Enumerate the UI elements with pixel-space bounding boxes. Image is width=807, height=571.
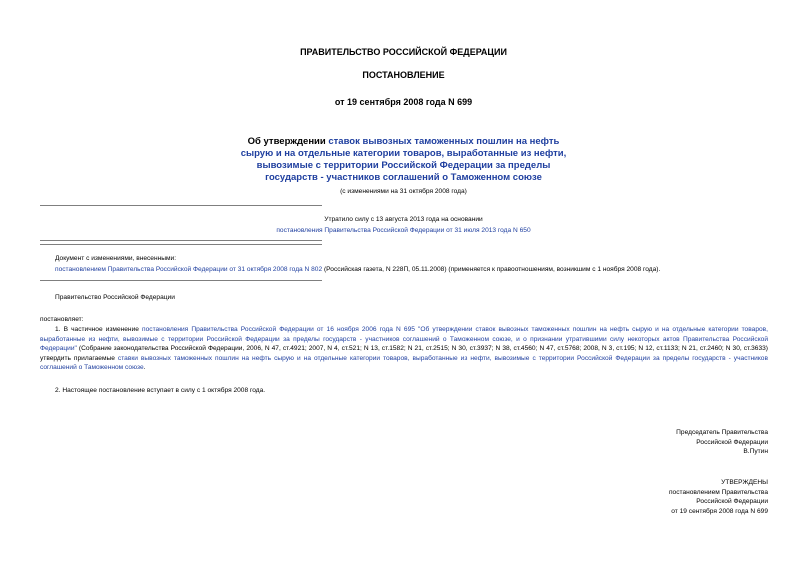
amendment-note: (с изменениями на 31 октября 2008 года) — [340, 188, 467, 195]
signature-line1: Председатель Правительства — [676, 429, 768, 436]
title-link-line2[interactable]: сырую и на отдельные категории товаров, выработанные из нефти, — [240, 148, 567, 159]
signature-line3: В.Путин — [743, 448, 768, 456]
changes-label: Документ с изменениями, внесенными: — [55, 255, 177, 262]
doc-type-heading: ПОСТАНОВЛЕНИЕ — [362, 70, 445, 80]
approved-line4: от 19 сентября 2008 года N 699 — [671, 507, 768, 515]
divider — [40, 240, 322, 241]
p1-mid: (Собрание законодательства Российской Федерации, 2006, N 47, ст.4921; 2007, N 4, ст.521; N 13, ст.1582; N 21, ст.2515; N 30, ст.3937; N 38, ст.4560; N 47, ст.5768; 2008, N 3, ст.195; N 12, ст.1133; N 21, ст.2460; N 30, ст.3633) утвердить прилагаемые — [40, 345, 768, 362]
paragraph-1 — [40, 325, 768, 373]
approved-block — [669, 478, 768, 516]
resolves-text: постановляет: — [40, 316, 84, 323]
approved-line1: УТВЕРЖДЕНЫ — [721, 479, 768, 486]
expired-note: Утратило силу с 13 августа 2013 года на основании — [324, 216, 483, 223]
changes-line — [55, 265, 775, 275]
expired-link[interactable]: постановления Правительства Российской Федерации от 31 июля 2013 года N 650 — [276, 227, 531, 234]
title-prefix: Об утверждении — [247, 136, 329, 147]
document-title — [0, 136, 807, 184]
divider — [40, 205, 322, 206]
changes-rest: (Российская газета, N 228П, 05.11.2008) (применяется к правоотношениям, возникшим с 1 ноября 2008 года). — [322, 266, 661, 273]
issuer-text: Правительство Российской Федерации — [55, 294, 175, 301]
date-number-heading: от 19 сентября 2008 года N 699 — [334, 97, 473, 107]
paragraph-2: 2. Настоящее постановление вступает в силу с 1 октября 2008 года. — [55, 387, 266, 394]
government-heading: ПРАВИТЕЛЬСТВО РОССИЙСКОЙ ФЕДЕРАЦИИ — [300, 47, 507, 57]
title-link-line4[interactable]: государств - участников соглашений о Таможенном союзе — [265, 172, 542, 183]
divider — [40, 244, 322, 245]
p1-link-resolution-695[interactable]: постановления Правительства Российской Федерации от 16 ноября 2006 года N 695 "Об утверждении ставок вывозных таможенных пошлин на нефть сырую и на отдельные категории товаров, выработанные из нефти, вывозимые с территории Российской Федерации за пределы государств - участников соглашений о Таможенном союзе, и о признании утратившими силу некоторых актов Правительства Российской Федерации" — [40, 326, 768, 353]
p1-end: . — [143, 364, 146, 372]
signature-block — [676, 428, 768, 457]
divider — [40, 280, 322, 281]
approved-line2: постановлением Правительства — [668, 488, 768, 496]
p1-link-rates[interactable]: ставки вывозных таможенных пошлин на нефть сырую и на отдельные категории товаров, выработанные из нефти, вывозимые с территории Российской Федерации за пределы государств - участников соглашений о Таможенном союзе — [40, 354, 768, 372]
p1-start: 1. В частичное изменение — [55, 326, 143, 333]
title-link-line3[interactable]: вывозимые с территории Российской Федерации за пределы — [256, 160, 551, 171]
approved-line3: Российской Федерации — [696, 498, 768, 506]
signature-line2: Российской Федерации — [696, 438, 768, 446]
changes-link[interactable]: постановлением Правительства Российской Федерации от 31 октября 2008 года N 802 — [55, 266, 323, 273]
title-link-line1[interactable]: ставок вывозных таможенных пошлин на нефть — [328, 136, 560, 147]
